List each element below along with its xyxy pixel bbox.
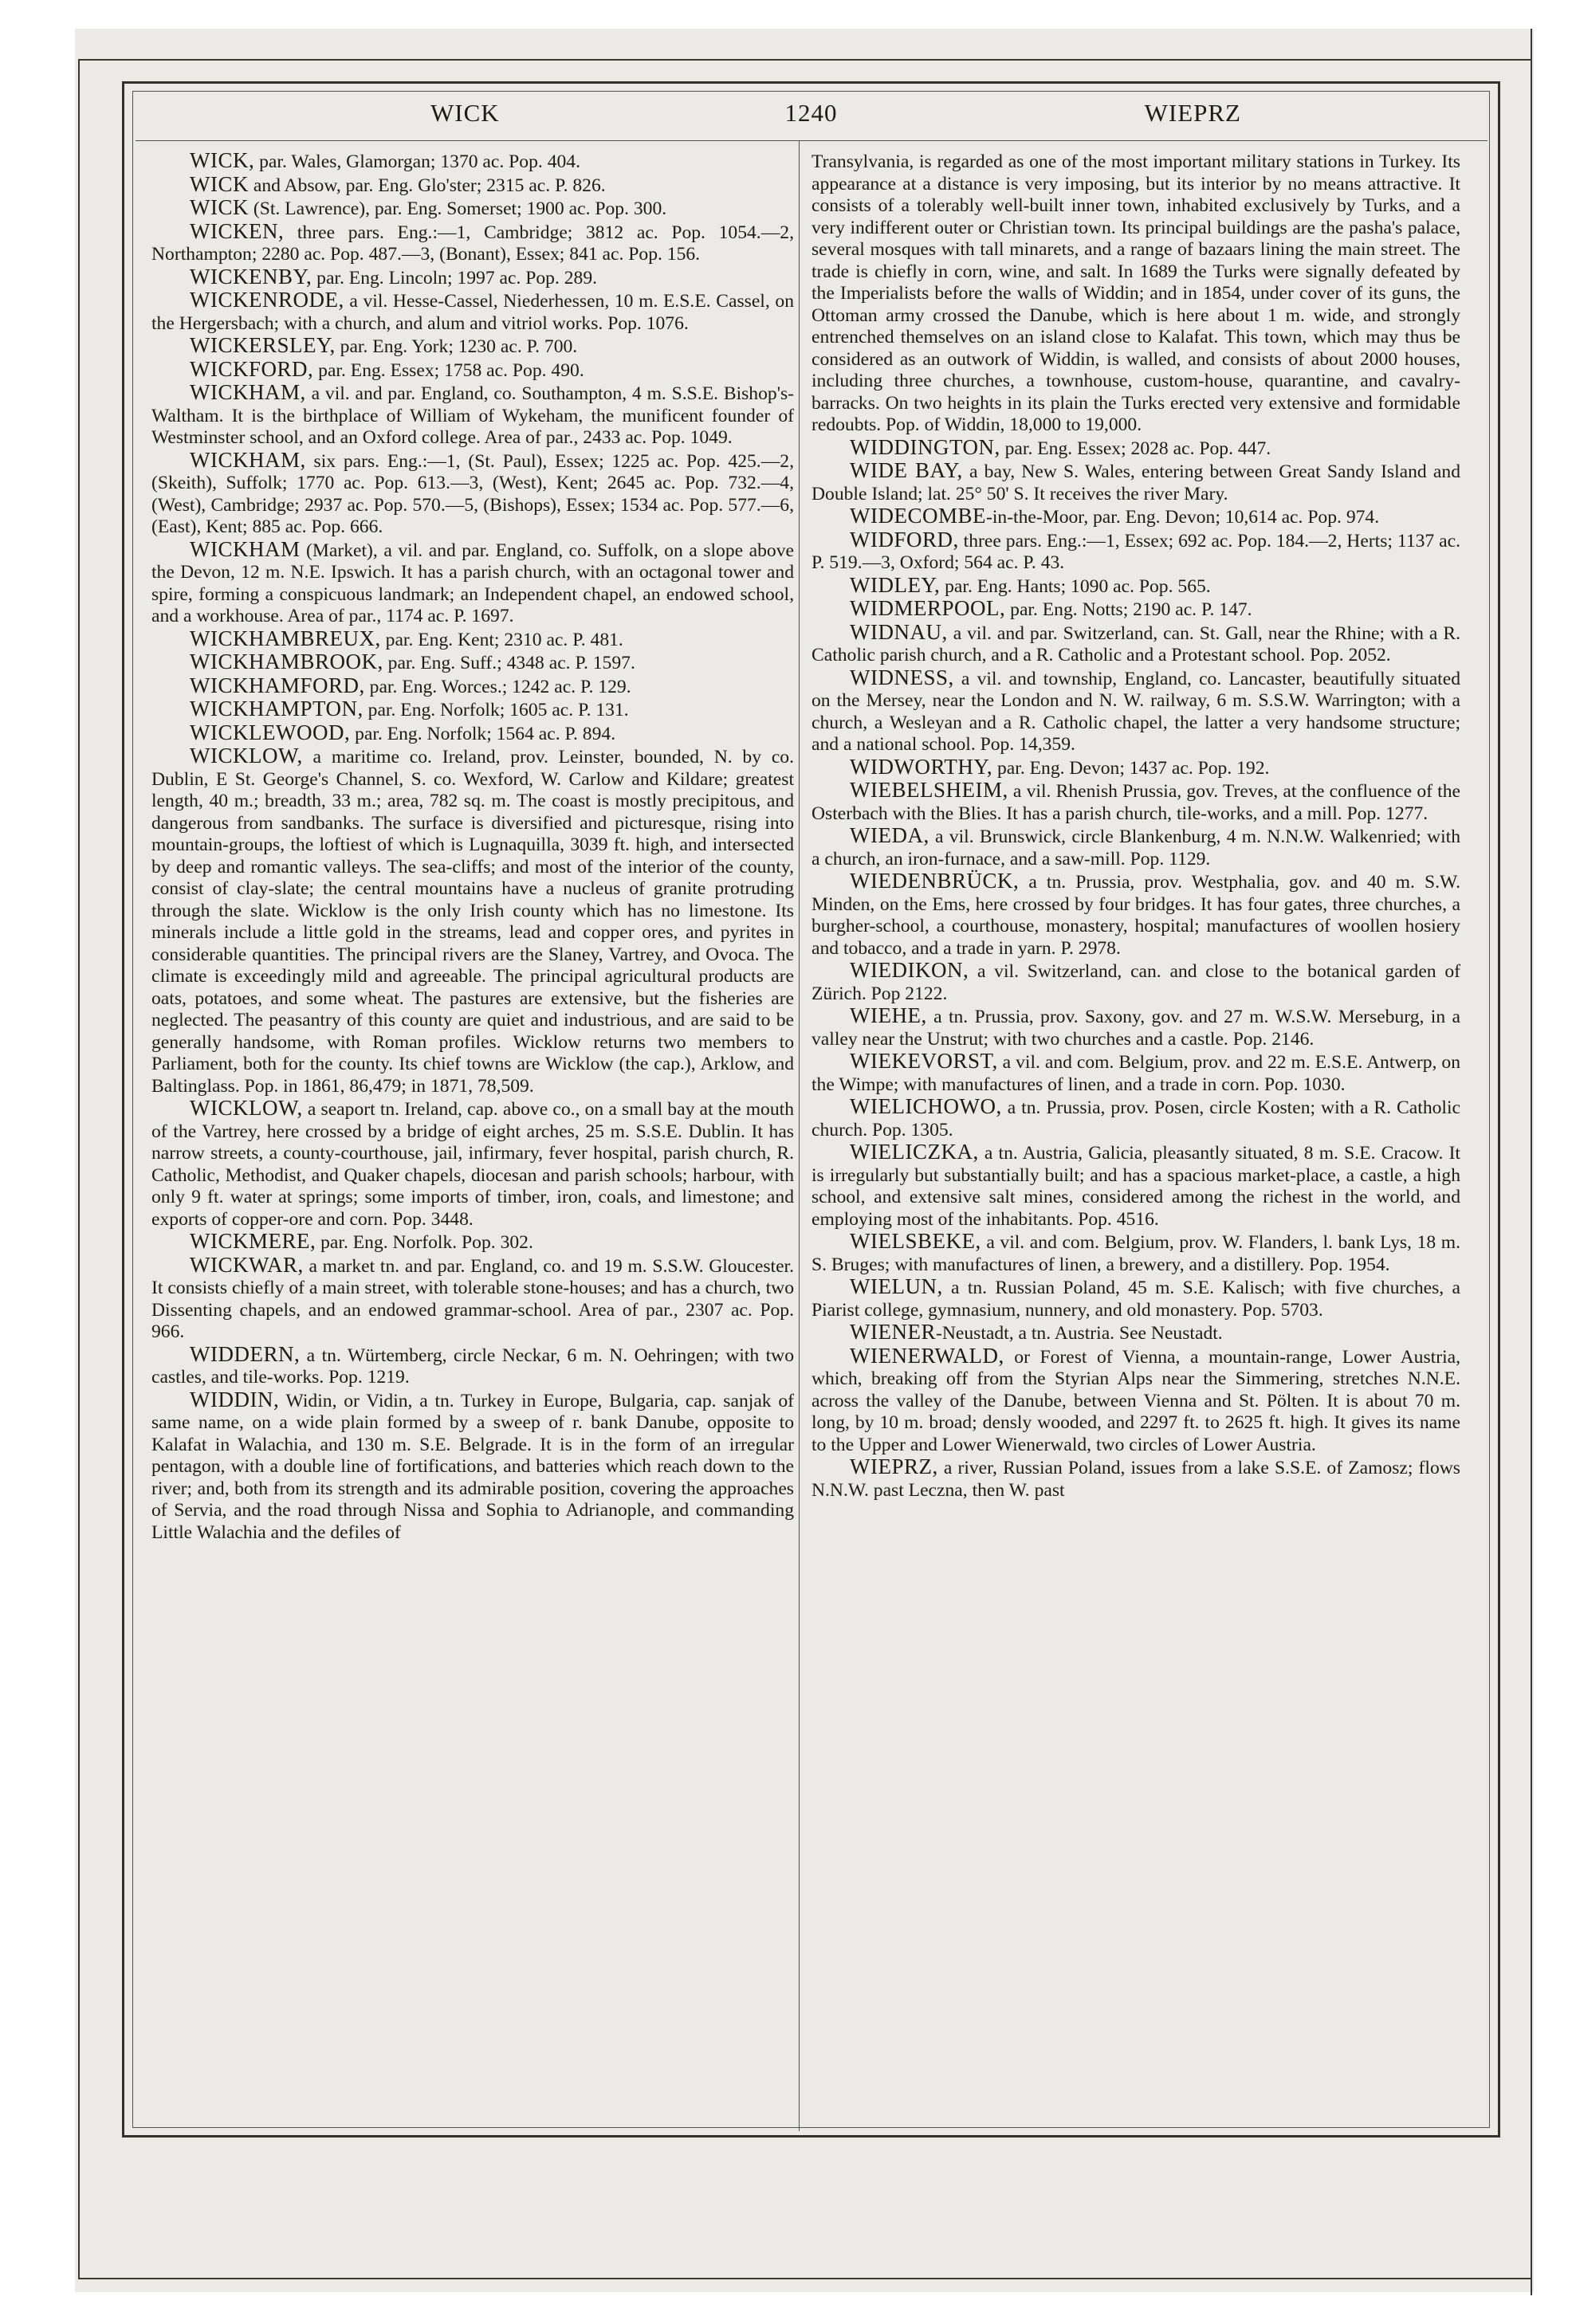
entry-headword: WICKLOW,	[190, 1096, 303, 1120]
entry-text: a vil. and par. Switzerland, can. St. Gall, near the Rhine; with a R. Catholic parish church, and a R. Catholic and a Protestant school. Pop. 2052.	[812, 622, 1460, 665]
entry-headword: WIEBELSHEIM,	[850, 778, 1008, 802]
entry-text: par. Eng. Notts; 2190 ac. P. 147.	[1005, 599, 1252, 620]
entry-headword: WICKWAR,	[190, 1252, 304, 1277]
gazetteer-entry	[812, 1345, 1460, 1457]
entry-text: Widin, or Vidin, a tn. Turkey in Europe, Bulgaria, cap. sanjak of same name, on a wide plain formed by a sweep of r. bank Danube, opposite to Kalafat in Walachia, and 130 m. S.E. Belgrade. It is in the form of an irregular pentagon, with a double line of fortifications, and batteries which reach down to the river; and, both from its strength and its admirable position, covering the approaches of Servia, and the road through Nissa and Sophia to Adrianople, and commanding Little Walachia and the defiles of	[151, 1390, 794, 1543]
running-head-first-word: WICK	[430, 99, 500, 127]
entry-text: a vil. and township, England, co. Lancaster, beautifully situated on the Mersey, near the London and N. W. railway, 6 m. S.S.W. Warrington; with a church, a Wesleyan and a R. Catholic chapel, the latter a very handsome structure; and a national school. Pop. 14,359.	[812, 668, 1460, 755]
gazetteer-entry	[812, 150, 1460, 437]
gazetteer-entry	[812, 779, 1460, 825]
left-column	[151, 150, 794, 1544]
entry-text: -Neustadt, a tn. Austria. See Neustadt.	[935, 1323, 1223, 1344]
entry-headword: WIDNESS,	[850, 665, 954, 689]
entry-text: par. Eng. Hants; 1090 ac. Pop. 565.	[940, 575, 1211, 597]
gazetteer-entry	[151, 1097, 794, 1231]
entry-text: par. Eng. York; 1230 ac. P. 700.	[335, 336, 578, 357]
gazetteer-entry	[812, 598, 1460, 622]
entry-headword: WICKMERE,	[190, 1229, 316, 1253]
entry-text: par. Eng. Norfolk; 1564 ac. P. 894.	[350, 723, 616, 744]
entry-headword: WIDDIN,	[190, 1387, 280, 1411]
entry-text: a tn. Würtemberg, circle Neckar, 6 m. N. Oehringen; with two castles, and tile-works. Pop. 1219.	[151, 1345, 794, 1388]
gazetteer-entry	[151, 449, 794, 539]
page-number: 1240	[784, 99, 838, 127]
entry-headword: WICKLOW,	[190, 744, 303, 767]
gazetteer-entry	[151, 197, 794, 221]
gazetteer-entry	[151, 1254, 794, 1344]
gazetteer-entry	[812, 572, 1460, 599]
entry-text: a maritime co. Ireland, prov. Leinster, bounded, N. by co. Dublin, E St. George's Channel, S. co. Wexford, W. Carlow and Kildare; greatest length, 40 m.; breadth, 33 m.; area, 782 sq. m. The coast is mostly precipitous, and dangerous from sandbanks. The surface is diversified and picturesque, rising into mountain-groups, the loftiest of which is Lugnaquilla, 3039 ft. high, and intersected by deep and romantic valleys. The sea-cliffs; and most of the interior of the county, consist of clay-slate; the central mountains have a nucleus of granite protruding through the slate. Wicklow is the only Irish county which has no limestone. Its minerals include a little gold in the streams, lead and copper ores, and pyrites in considerable quantities. The principal rivers are the Slaney, Vartrey, and Ovoca. The climate is exceedingly mild and agreeable. The principal agricultural products are oats, potatoes, and some wheat. The pastures are extensive, but the fisheries are neglected. The peasantry of this county are quiet and industrious, and are said to be generally handsome, with Roman profiles. Wicklow returns two members to Parliament, both for the county. Its chief towns are Wicklow (the cap.), Arklow, and Baltinglass. Pop. in 1861, 86,479; in 1871, 78,509.	[151, 747, 794, 1097]
gazetteer-entry	[812, 619, 1460, 667]
entry-headword: WICKHAM,	[190, 380, 306, 404]
gazetteer-entry	[812, 960, 1460, 1005]
entry-text: a vil. Hesse-Cassel, Niederhessen, 10 m. E.S.E. Cassel, on the Hergersbach; with a church, and alum and vitriol works. Pop. 1076.	[151, 291, 794, 334]
gazetteer-entry	[151, 536, 794, 628]
entry-text: three pars. Eng.:—1, Cambridge; 3812 ac. Pop. 1054.—2, Northampton; 2280 ac. Pop. 487.—3, (Bonant), Essex; 841 ac. Pop. 156.	[151, 222, 794, 265]
entry-text: par. Wales, Glamorgan; 1370 ac. Pop. 404.	[254, 151, 580, 172]
entry-text: par. Eng. Devon; 1437 ac. Pop. 192.	[992, 757, 1270, 779]
entry-text: par. Eng. Essex; 1758 ac. Pop. 490.	[313, 359, 584, 381]
outer-rule-top	[78, 59, 1532, 61]
gazetteer-entry	[812, 1096, 1460, 1141]
entry-headword: WIELICHOWO,	[850, 1094, 1002, 1118]
entry-headword: WIDDERN,	[190, 1341, 301, 1366]
entry-text: a vil. and par. England, co. Southampton, 4 m. S.S.E. Bishop's-Waltham. It is the birthplace of William of Wykeham, the munificent founder of Westminster school, and an Oxford college. Area of par., 2433 ac. Pop. 1049.	[151, 383, 794, 448]
entry-text: a vil. Rhenish Prussia, gov. Treves, at the confluence of the Osterbach with the Blies. It has a parish church, tile-works, and a mill. Pop. 1277.	[812, 781, 1460, 824]
entry-headword: WIEDIKON,	[850, 958, 969, 982]
entry-headword: WICKHAMFORD,	[190, 673, 365, 697]
entry-headword: WIDECOMBE	[850, 504, 986, 528]
gazetteer-entry	[151, 628, 794, 652]
entry-headword: WICKHAMBREUX,	[190, 626, 381, 650]
entry-text: a vil. and com. Belgium, prov. W. Flanders, l. bank Lys, 18 m. S. Bruges; with manufactures of linen, a brewery, and a distillery. Pop. 1954.	[812, 1232, 1460, 1275]
entry-headword: WIDWORTHY,	[850, 754, 993, 779]
gazetteer-entry	[151, 150, 794, 174]
gazetteer-entry	[812, 870, 1460, 960]
entry-text: par. Eng. Norfolk; 1605 ac. P. 131.	[363, 700, 629, 720]
gazetteer-entry	[812, 1050, 1460, 1096]
gazetteer-entry	[151, 745, 794, 1097]
entry-text: three pars. Eng.:—1, Essex; 692 ac. Pop. 184.—2, Herts; 1137 ac. P. 519.—3, Oxford; 564 ac. P. 43.	[812, 530, 1460, 573]
gazetteer-entry	[151, 335, 794, 359]
entry-text: par. Eng. Worces.; 1242 ac. P. 129.	[364, 676, 631, 697]
gazetteer-entry	[151, 266, 794, 290]
right-column	[812, 150, 1460, 1502]
entry-headword: WICKLEWOOD,	[190, 720, 351, 744]
gazetteer-entry	[151, 675, 794, 699]
gazetteer-entry	[812, 505, 1460, 529]
entry-text: Transylvania, is regarded as one of the most important military stations in Turkey. Its appearance at a distance is very imposing, but its interior by no means attractive. It consists of a tolerably well-built inner town, inhabited exclusively by Turks, and a very indifferent outer or Christian town. Its principal buildings are the pasha's palace, several mosques with tall minarets, and a range of bazaars lining the main street. The trade is chiefly in corn, wine, and salt. In 1689 the Turks were signally defeated by the Imperialists before the walls of Widdin; and in 1854, under cover of its guns, the Ottoman army crossed the Danube, which is here about 1 m. wide, and strongly entrenched themselves on an island close to Kalafat. This town, which may thus be considered as an outwork of Widdin, is walled, and consists of about 2000 houses, including three churches, a townhouse, custom-house, quarantine, and cavalry-barracks. On two heights in its plain the Turks erected very extensive and formidable redoubts. Pop. of Widdin, 18,000 to 19,000.	[812, 151, 1460, 435]
entry-headword: WICK	[190, 195, 249, 219]
entry-text: par. Eng. Essex; 2028 ac. Pop. 447.	[1000, 438, 1271, 459]
outer-rule-right	[1531, 29, 1532, 2295]
entry-headword: WICKENRODE,	[190, 288, 344, 312]
entry-headword: WICK	[190, 171, 249, 196]
header-rule	[136, 140, 1488, 141]
gazetteer-entry	[812, 667, 1460, 756]
entry-headword: WICKHAMPTON,	[190, 697, 364, 720]
column-divider	[799, 140, 800, 2131]
gazetteer-entry	[151, 1231, 794, 1254]
gazetteer-entry	[812, 1005, 1460, 1050]
gazetteer-entry	[151, 651, 794, 675]
entry-headword: WICK,	[190, 148, 255, 172]
entry-text: or Forest of Vienna, a mountain-range, Lower Austria, which, breaking off from the Styrian Alps near the Simmering, stretches N.N.E. across the valley of the Danube, between Vienna and St. Pölten. It is about 70 m. long, by 10 m. broad; densly wooded, and 2297 ft. to 2625 ft. high. It gives its name to the Upper and Lower Wienerwald, two circles of Lower Austria.	[812, 1346, 1460, 1455]
entry-text: a market tn. and par. England, co. and 19 m. S.S.W. Gloucester. It consists chiefly of a main street, with tolerable stone-houses; and has a church, two Dissenting chapels, and an endowed grammar-school. Area of par., 2307 ac. Pop. 966.	[151, 1255, 794, 1342]
entry-text: par. Eng. Suff.; 4348 ac. P. 1597.	[383, 653, 635, 673]
gazetteer-entry	[151, 1389, 794, 1545]
entry-headword: WIDNAU,	[850, 619, 948, 644]
gazetteer-entry	[151, 722, 794, 746]
entry-headword: WIEKEVORST,	[850, 1049, 998, 1073]
running-head	[132, 94, 1490, 135]
entry-text: a vil. Switzerland, can. and close to the botanical garden of Zürich. Pop 2122.	[812, 961, 1460, 1004]
gazetteer-entry	[151, 382, 794, 449]
entry-text: (St. Lawrence), par. Eng. Somerset; 1900 ac. Pop. 300.	[248, 198, 667, 219]
entry-headword: WICKENBY,	[190, 264, 312, 289]
entry-text: par. Eng. Norfolk. Pop. 302.	[316, 1232, 533, 1253]
entry-headword: WIDE BAY,	[850, 458, 963, 482]
entry-headword: WIEHE,	[850, 1003, 927, 1027]
entry-headword: WIDLEY,	[850, 572, 941, 597]
gazetteer-entry	[812, 756, 1460, 780]
entry-text: a tn. Austria, Galicia, pleasantly situated, 8 m. S.E. Cracow. It is irregularly but substantially built; and has a spacious market-place, a castle, a high school, and extensive salt mines, considered among the richest in the world, and employing most of the inhabitants. Pop. 4516.	[812, 1143, 1460, 1230]
gazetteer-entry	[812, 1321, 1460, 1345]
gazetteer-entry	[812, 1141, 1460, 1231]
entry-headword: WICKHAM	[190, 536, 301, 561]
entry-headword: WIELUN,	[850, 1274, 943, 1298]
entry-text: a vil. Brunswick, circle Blankenburg, 4 m. N.N.W. Walkenried; with a church, an iron-furnace, and a saw-mill. Pop. 1129.	[812, 826, 1460, 870]
outer-rule-left	[78, 59, 80, 2279]
entry-headword: WIENER	[850, 1320, 936, 1344]
gazetteer-entry	[812, 434, 1460, 461]
entry-headword: WICKHAM,	[190, 447, 306, 472]
gazetteer-entry	[812, 1456, 1460, 1502]
entry-headword: WIENERWALD,	[850, 1343, 1004, 1368]
entry-headword: WIDDINGTON,	[850, 434, 1000, 459]
entry-text: a river, Russian Poland, issues from a lake S.S.E. of Zamosz; flows N.N.W. past Leczna, then W. past	[812, 1458, 1460, 1501]
gazetteer-entry	[812, 1231, 1460, 1276]
running-head-last-word: WIEPRZ	[1144, 99, 1241, 127]
entry-headword: WIDMERPOOL,	[850, 596, 1006, 620]
entry-text: a tn. Russian Poland, 45 m. S.E. Kalisch; with five churches, a Piarist college, gymnasium, nunnery, and old monastery. Pop. 5703.	[812, 1278, 1460, 1321]
gazetteer-entry	[151, 356, 794, 383]
entry-headword: WIEDENBRÜCK,	[850, 869, 1020, 893]
entry-headword: WIDFORD,	[850, 527, 959, 552]
entry-headword: WICKHAMBROOK,	[190, 650, 383, 673]
entry-headword: WIEDA,	[850, 823, 929, 847]
entry-text: a seaport tn. Ireland, cap. above co., on a small bay at the mouth of the Vartrey, here crossed by a bridge of eight arches, 25 m. S.S.E. Dublin. It has narrow streets, a county-courthouse, jail, infirmary, fever hospital, parish church, R. Catholic, Methodist, and Quaker chapels, diocesan and parish schools; harbour, with only 9 ft. water at springs; some imports of timber, iron, coals, and limestone; and exports of copper-ore and corn. Pop. 3448.	[151, 1099, 794, 1230]
entry-text: par. Eng. Lincoln; 1997 ac. Pop. 289.	[312, 267, 598, 289]
entry-headword: WICKFORD,	[190, 356, 314, 381]
gazetteer-entry	[151, 289, 794, 335]
entry-text: par. Eng. Kent; 2310 ac. P. 481.	[380, 629, 623, 650]
entry-text: (Market), a vil. and par. England, co. Suffolk, on a slope above the Devon, 12 m. N.E. Ipswich. It has a parish church, with an octagonal tower and spire, forming a conspicuous landmark; an Independent chapel, an endowed school, and a workhouse. Area of par., 1174 ac. P. 1697.	[151, 540, 794, 626]
gazetteer-entry	[151, 171, 794, 198]
entry-text: a vil. and com. Belgium, prov. and 22 m. E.S.E. Antwerp, on the Wimpe; with manufactures of linen, and a trade in corn. Pop. 1030.	[812, 1052, 1460, 1095]
entry-text: a tn. Prussia, prov. Saxony, gov. and 27 m. W.S.W. Merseburg, in a valley near the Unstrut; with two churches and a castle. Pop. 2146.	[812, 1007, 1460, 1050]
gazetteer-entry	[151, 1341, 794, 1389]
entry-headword: WIELSBEKE,	[850, 1229, 981, 1253]
entry-text: a tn. Prussia, prov. Posen, circle Kosten; with a R. Catholic church. Pop. 1305.	[812, 1097, 1460, 1140]
gazetteer-entry	[151, 218, 794, 266]
gazetteer-entry	[812, 529, 1460, 575]
gazetteer-entry	[151, 698, 794, 722]
gazetteer-entry	[812, 825, 1460, 870]
outer-rule-bottom	[78, 2278, 1532, 2279]
entry-text: and Absow, par. Eng. Glo'ster; 2315 ac. P. 826.	[248, 175, 606, 196]
entry-text: a bay, New S. Wales, entering between Great Sandy Island and Double Island; lat. 25° 50' S. It receives the river Mary.	[812, 461, 1460, 504]
gazetteer-entry	[812, 1276, 1460, 1321]
entry-headword: WICKERSLEY,	[190, 333, 336, 357]
entry-headword: WICKEN,	[190, 218, 285, 243]
entry-text: a tn. Prussia, prov. Westphalia, gov. and 40 m. S.W. Minden, on the Ems, here crossed by four bridges. It has four gates, three churches, a burgher-school, a courthouse, monastery, hospital; manufactures of woollen hosiery and tobacco, and a trade in yarn. P. 2978.	[812, 872, 1460, 959]
gazetteer-entry	[812, 460, 1460, 505]
entry-text: six pars. Eng.:—1, (St. Paul), Essex; 1225 ac. Pop. 425.—2, (Skeith), Suffolk; 1770 ac. Pop. 613.—3, (West), Kent; 2645 ac. Pop. 732.—4, (West), Cambridge; 2937 ac. Pop. 570.—5, (Bishops), Essex; 1534 ac. Pop. 577.—6, (East), Kent; 885 ac. Pop. 666.	[151, 450, 794, 537]
entry-text: -in-the-Moor, par. Eng. Devon; 10,614 ac. Pop. 974.	[985, 507, 1380, 528]
entry-headword: WIELICZKA,	[850, 1140, 979, 1164]
entry-headword: WIEPRZ,	[850, 1454, 938, 1478]
